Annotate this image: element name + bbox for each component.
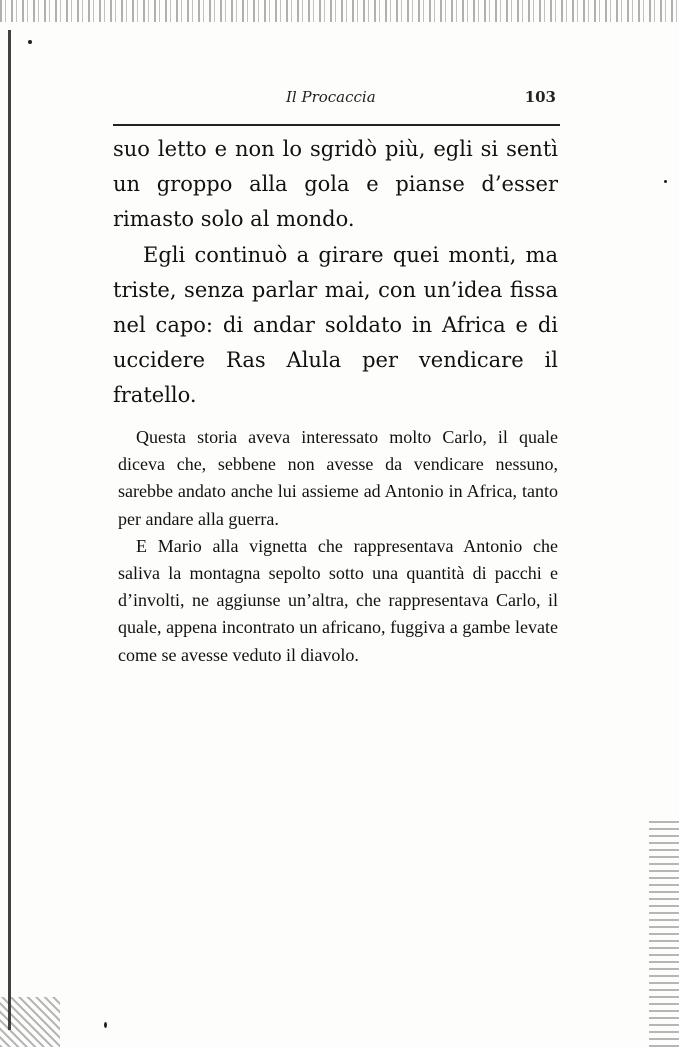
small-text-block [118,424,558,669]
paragraph-egli-continuo: Egli continuò a girare quei monti, ma triste, senza parlar mai, con un’idea fissa nel capo: di andar soldato in Africa e di uccidere Ras Alula per vendicare il fratello. [113,242,558,408]
paragraph-continuation: suo letto e non lo sgridò più, egli si sentì un groppo alla gola e pianse d’esser rimasto solo al mondo. [113,137,558,232]
scan-edge-right [649,820,679,1047]
page-number: 103 [524,88,556,106]
scan-edge-top [0,0,679,22]
running-head [113,88,556,112]
paragraph-e-mario: E Mario alla vignetta che rappresentava Antonio che saliva la montagna sepolto sotto una quantità di pacchi e d’involti, ne aggiunse un’altra, che rappresentava Carlo, il quale, appena incontrato un africano, fuggiva a gambe levate come se avesse veduto il diavolo. [118,535,558,665]
scan-edge-bottom-left [0,997,60,1047]
scan-speck [104,1022,107,1028]
scan-speck [28,40,32,44]
running-title: Il Procaccia [286,88,376,106]
paragraph-questa-storia: Questa storia aveva interessato molto Carlo, il quale diceva che, sebbene non avesse da vendicare nessuno, sarebbe andato anche lui assieme ad Antonio in Africa, tanto per andare alla guerra. [118,427,558,529]
scan-edge-left [8,30,11,1030]
scan-speck [664,180,667,183]
main-text-block [113,132,558,414]
header-rule [113,124,560,126]
